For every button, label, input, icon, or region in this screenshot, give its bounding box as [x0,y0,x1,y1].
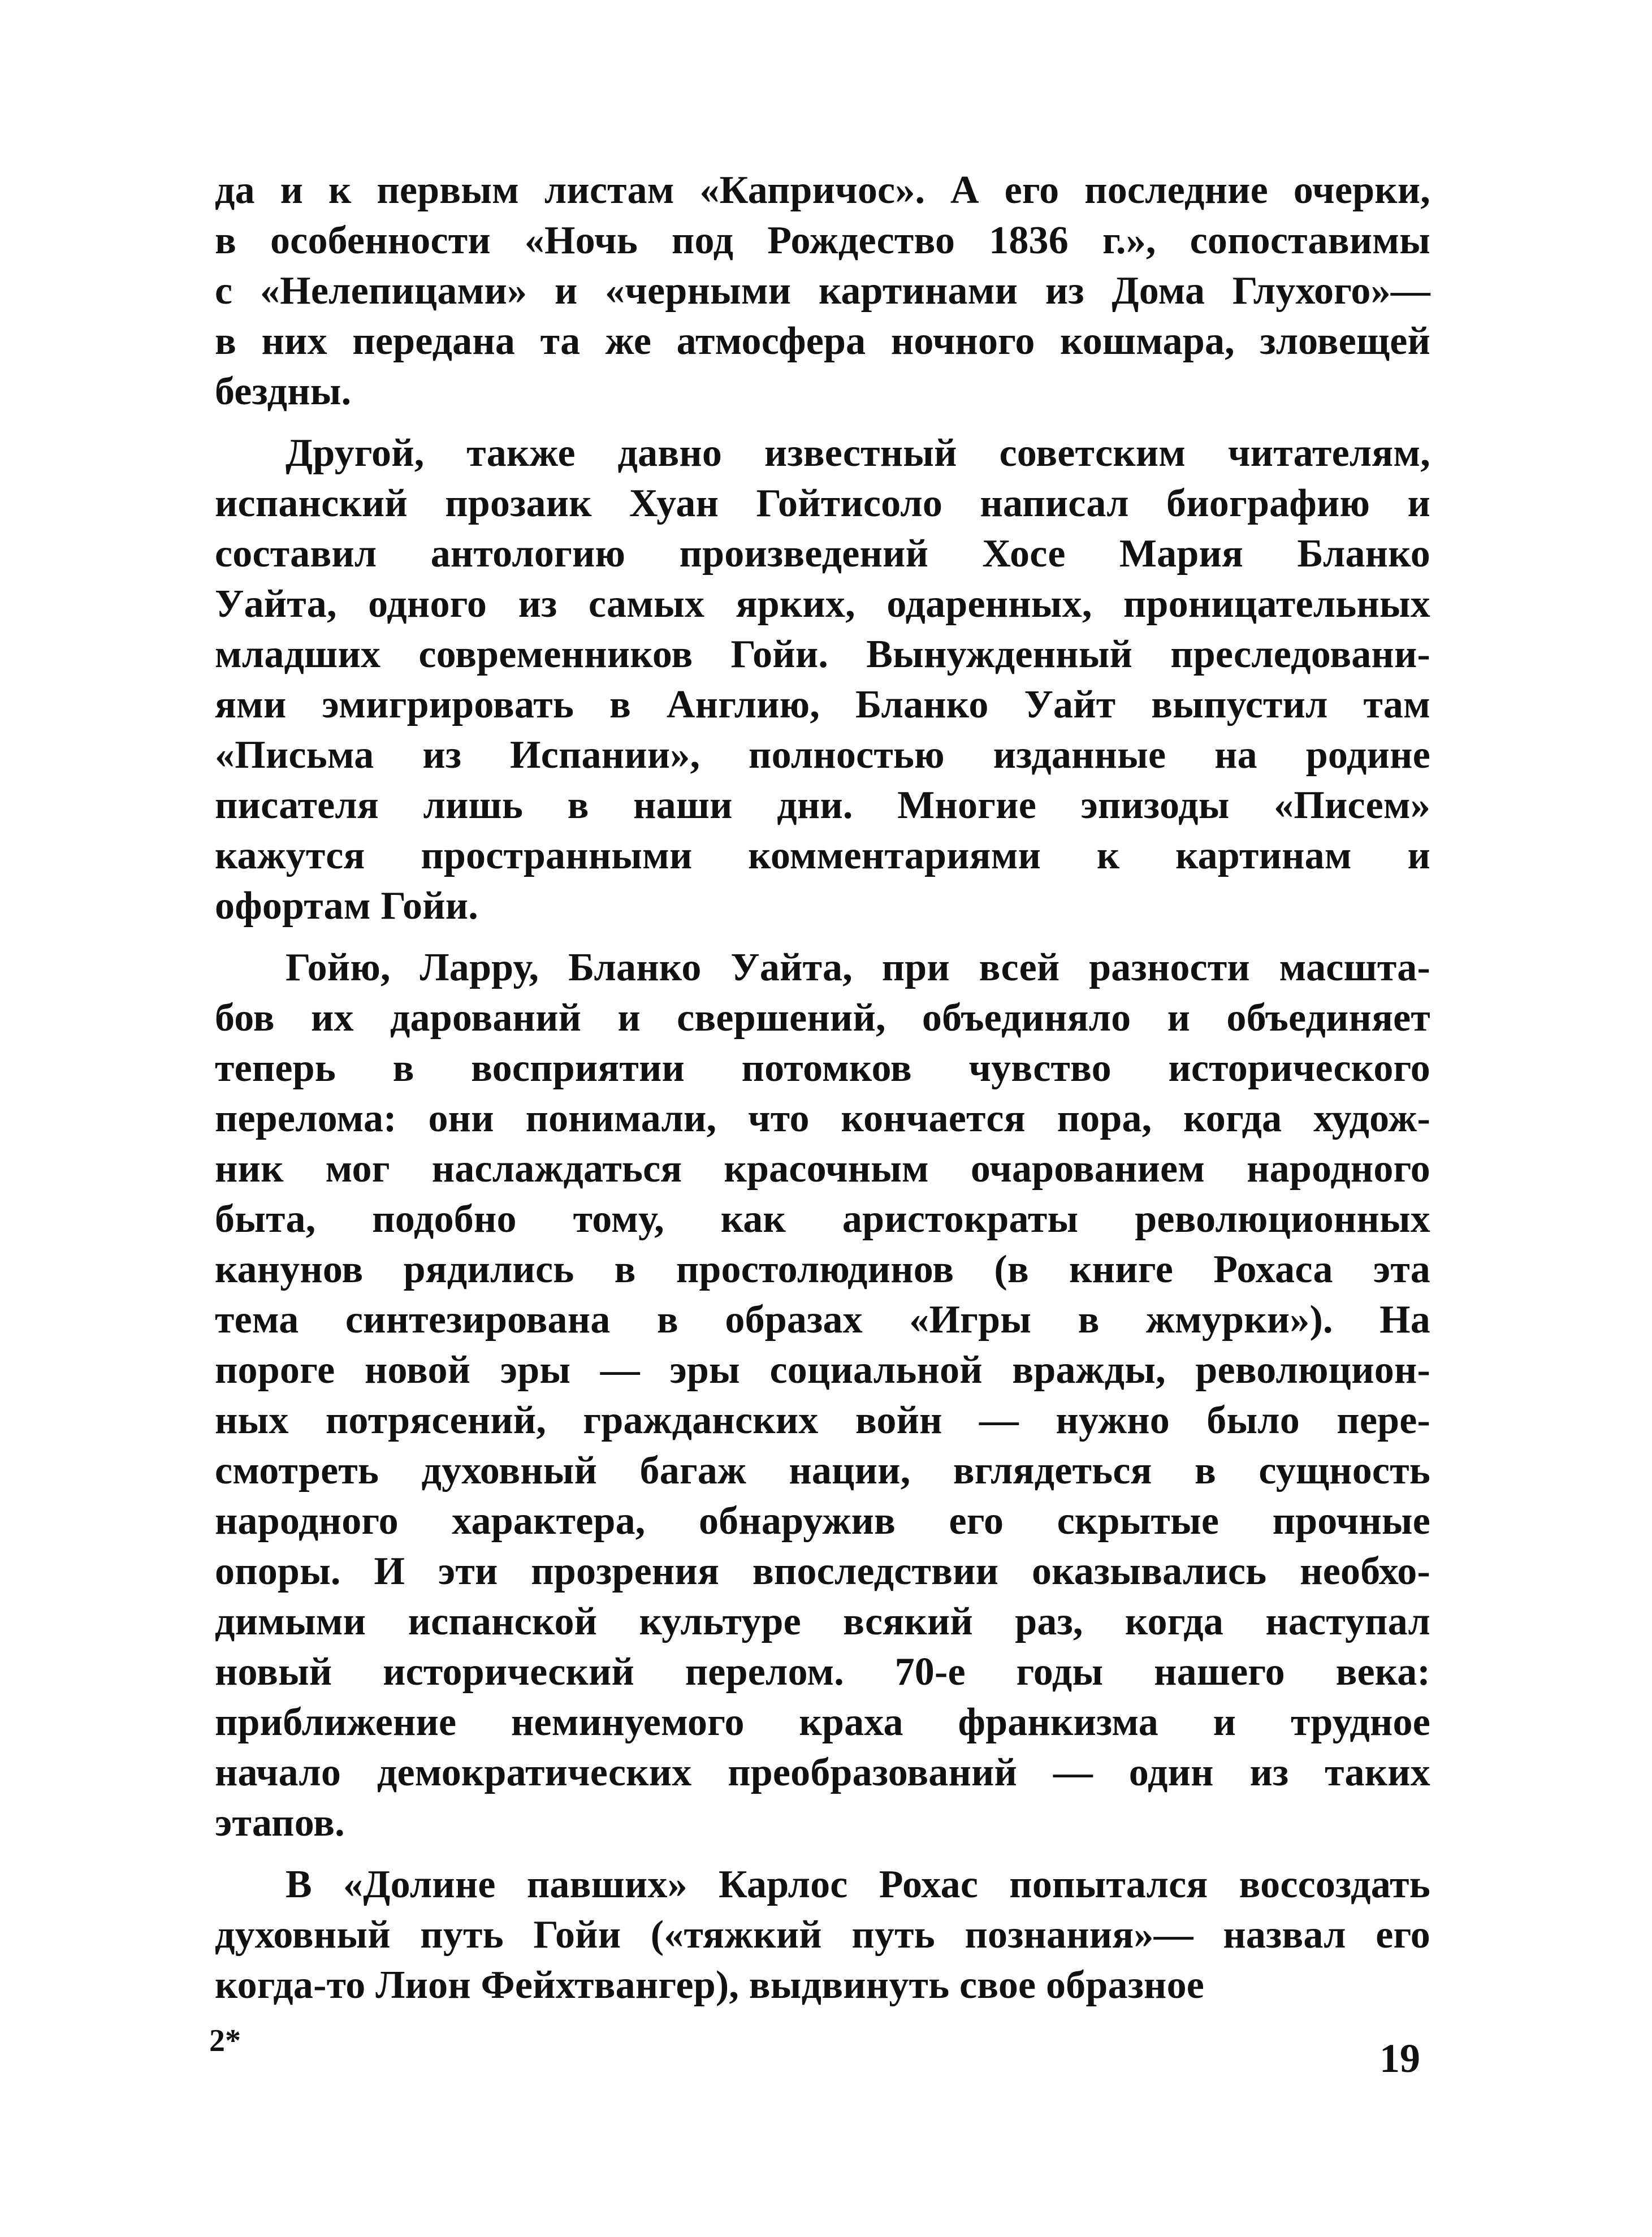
text-line: начало демократических преобразований — один из таких [215,1751,1430,1794]
paragraph [215,165,1430,417]
text-line: ник мог наслаждаться красочным очарованием народного [215,1147,1430,1191]
text-line: Уайта, одного из самых ярких, одаренных, проницательных [215,582,1430,626]
text-line: опоры. И эти прозрения впоследствии оказывались необхо- [215,1550,1430,1593]
text-line: испанский прозаик Хуан Гойтисоло написал биографию и [215,482,1430,525]
text-line: бов их дарований и свершений, объединяло и объединяет [215,996,1430,1040]
text-line: в них передана та же атмосфера ночного кошмара, зловещей [215,319,1430,363]
text-line: духовный путь Гойи («тяжкий путь познания»— назвал его [215,1913,1430,1957]
text-line: писателя лишь в наши дни. Многие эпизоды «Писем» [215,784,1430,827]
text-line: да и к первым листам «Капричос». А его последние очерки, [215,168,1430,212]
text-line: перелома: они понимали, что кончается пора, когда худож- [215,1097,1430,1140]
text-line: Другой, также давно известный советским читателям, [286,431,1430,475]
text-line: младших современников Гойи. Вынужденный преследовани- [215,633,1430,676]
text-line: народного характера, обнаружив его скрытые прочные [215,1499,1430,1543]
text-line: ных потрясений, гражданских войн — нужно было пере- [215,1399,1430,1442]
text-line: составил антологию произведений Хосе Мария Бланко [215,532,1430,576]
text-line: когда-то Лион Фейхтвангер), выдвинуть свое образное [215,1963,1205,2007]
paragraph [215,1859,1430,2010]
text-line: приближение неминуемого краха франкизма и трудное [215,1701,1430,1744]
text-line: канунов рядились в простолюдинов (в книге Рохаса эта [215,1248,1430,1291]
text-line: димыми испанской культуре всякий раз, когда наступал [215,1600,1430,1643]
text-line: смотреть духовный багаж нации, вглядеться в сущность [215,1449,1430,1492]
text-line: новый исторический перелом. 70-е годы нашего века: [215,1650,1430,1694]
paragraph [215,428,1430,931]
paragraph [215,942,1430,1848]
text-line: бездны. [215,370,352,413]
text-line: быта, подобно тому, как аристократы революционных [215,1197,1430,1241]
text-line: этапов. [215,1801,345,1845]
text-line: в особенности «Ночь под Рождество 1836 г.», сопоставимы [215,219,1430,262]
text-line: В «Долине павших» Карлос Рохас попытался воссоздать [286,1863,1430,1906]
signature-mark: 2* [209,2023,241,2058]
text-line: офортам Гойи. [215,884,479,928]
page-number: 19 [1379,2036,1420,2081]
body-text [215,165,1430,2010]
text-line: кажутся пространными комментариями к картинам и [215,834,1430,877]
text-line: теперь в восприятии потомков чувство исторического [215,1046,1430,1090]
text-line: с «Нелепицами» и «черными картинами из Дома Глухого»— [215,269,1430,313]
text-line: ями эмигрировать в Англию, Бланко Уайт выпустил там [215,683,1430,726]
text-line: «Письма из Испании», полностью изданные на родине [215,733,1430,777]
text-line: пороге новой эры — эры социальной вражды, революцион- [215,1348,1430,1392]
text-line: Гойю, Ларру, Бланко Уайта, при всей разности масшта- [286,946,1430,989]
text-line: тема синтезирована в образах «Игры в жмурки»). На [215,1298,1430,1342]
